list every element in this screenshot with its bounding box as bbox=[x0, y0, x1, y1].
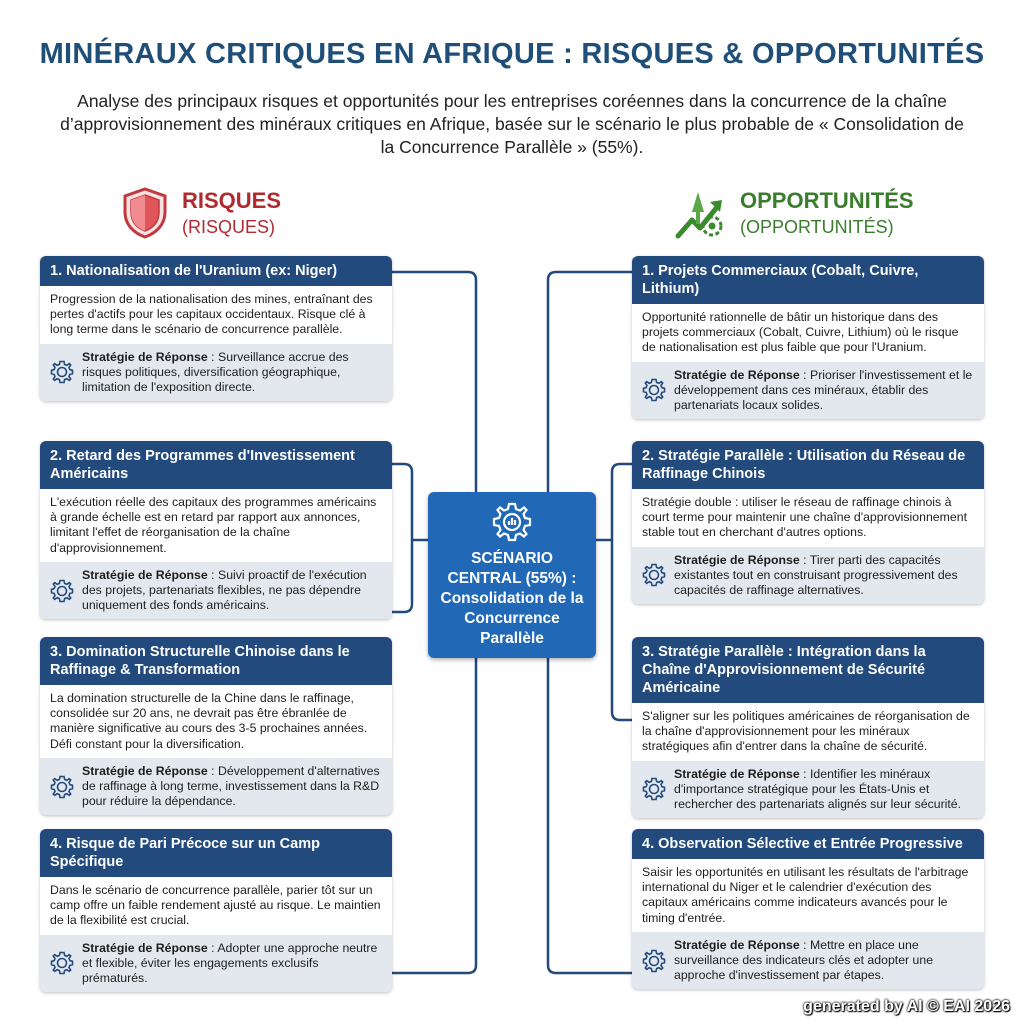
page-title: MINÉRAUX CRITIQUES EN AFRIQUE : RISQUES & OPPORTUNITÉS bbox=[39, 38, 985, 70]
opportunities-header bbox=[672, 186, 914, 247]
gear-icon bbox=[641, 377, 667, 403]
risk-card-strategy: Stratégie de Réponse : Développement d'alternatives de raffinage à long terme, investissement dans la R&D pour réduire la dépendance. bbox=[40, 758, 392, 816]
central-scenario-label: SCÉNARIO CENTRAL (55%) : Consolidation de la Concurrence Parallèle bbox=[440, 550, 584, 647]
risk-card-strategy: Stratégie de Réponse : Adopter une approche neutre et flexible, éviter les engagements exclusifs prématurés. bbox=[40, 935, 392, 993]
risk-card-title: 2. Retard des Programmes d'Investissement Américains bbox=[40, 441, 392, 489]
opportunities-subtitle: (OPPORTUNITÉS) bbox=[740, 217, 894, 237]
risk-card-2 bbox=[40, 441, 392, 619]
gear-chart-icon bbox=[490, 500, 534, 544]
opportunity-card-2 bbox=[632, 441, 984, 604]
strategy-label: Stratégie de Réponse bbox=[82, 940, 208, 955]
strategy-text: Identifier les minéraux d'importance stratégique pour les États-Unis et rechercher des partenariats alignés sur leur sécurité. bbox=[674, 766, 962, 812]
strategy-text: Développement d'alternatives de raffinage à long terme, investissement dans la R&D pour réduire la dépendance. bbox=[82, 763, 380, 809]
strategy-label: Stratégie de Réponse bbox=[82, 349, 208, 364]
opportunity-card-strategy: Stratégie de Réponse : Tirer parti des capacités existantes tout en construisant progressivement des capacités de raffinage alternatives. bbox=[632, 547, 984, 605]
risk-card-body: L'exécution réelle des capitaux des programmes américains à grande échelle est en retard par rapport aux annonces, limitant l'effet de réorganisation de la chaîne d'approvisionnement. bbox=[40, 489, 392, 562]
shield-icon bbox=[120, 186, 170, 240]
risks-subtitle: (RISQUES) bbox=[182, 217, 276, 237]
risk-card-title: 3. Domination Structurelle Chinoise dans le Raffinage & Transformation bbox=[40, 637, 392, 685]
risk-card-title: 1. Nationalisation de l'Uranium (ex: Niger) bbox=[40, 256, 392, 286]
strategy-text: Adopter une approche neutre et flexible, éviter les engagements exclusifs prématurés. bbox=[82, 940, 378, 986]
strategy-text: Suivi proactif de l'exécution des projets, partenariats flexibles, ne pas dépendre uniquement des fonds américains. bbox=[82, 567, 367, 613]
risk-card-3 bbox=[40, 637, 392, 815]
strategy-text: Surveillance accrue des risques politiques, diversification géographique, limitation de l'exposition directe. bbox=[82, 349, 349, 395]
risk-card-body: Progression de la nationalisation des mines, entraînant des pertes d'actifs pour les capitaux occidentaux. Risque clé à long terme dans le scénario de concurrence parallèle. bbox=[40, 286, 392, 344]
strategy-text: Tirer parti des capacités existantes tout en construisant progressivement des capacités de raffinage alternatives. bbox=[674, 552, 958, 598]
strategy-label: Stratégie de Réponse bbox=[674, 766, 800, 781]
strategy-label: Stratégie de Réponse bbox=[82, 567, 208, 582]
opportunity-card-3 bbox=[632, 637, 984, 818]
risk-card-strategy: Stratégie de Réponse : Suivi proactif de l'exécution des projets, partenariats flexibles, ne pas dépendre uniquement des fonds américains. bbox=[40, 562, 392, 620]
risk-card-strategy: Stratégie de Réponse : Surveillance accrue des risques politiques, diversification géographique, limitation de l'exposition directe. bbox=[40, 344, 392, 402]
opportunity-card-4 bbox=[632, 829, 984, 989]
opportunity-card-body: Opportunité rationnelle de bâtir un historique dans des projets commerciaux (Cobalt, Cuivre, Lithium) où le risque de nationalisation est plus faible que pour l'Uranium. bbox=[632, 304, 984, 362]
central-scenario-box bbox=[428, 492, 596, 658]
opportunity-card-title: 2. Stratégie Parallèle : Utilisation du Réseau de Raffinage Chinois bbox=[632, 441, 984, 489]
strategy-label: Stratégie de Réponse bbox=[82, 763, 208, 778]
growth-arrows-icon bbox=[672, 186, 728, 242]
gear-icon bbox=[641, 562, 667, 588]
gear-icon bbox=[49, 359, 75, 385]
opportunity-card-1 bbox=[632, 256, 984, 419]
strategy-label: Stratégie de Réponse bbox=[674, 367, 800, 382]
gear-icon bbox=[641, 948, 667, 974]
opportunity-card-strategy: Stratégie de Réponse : Prioriser l'investissement et le développement dans ces minéraux, établir des partenariats locaux solides. bbox=[632, 362, 984, 420]
opportunity-card-title: 4. Observation Sélective et Entrée Progressive bbox=[632, 829, 984, 859]
opportunity-card-strategy: Stratégie de Réponse : Mettre en place une surveillance des indicateurs clés et adopter une approche d'investissement par étapes. bbox=[632, 932, 984, 990]
strategy-label: Stratégie de Réponse bbox=[674, 552, 800, 567]
opportunity-card-strategy: Stratégie de Réponse : Identifier les minéraux d'importance stratégique pour les États-Unis et rechercher des partenariats alignés sur leur sécurité. bbox=[632, 761, 984, 819]
risks-title: RISQUES bbox=[182, 188, 282, 213]
watermark: generated by AI © EAI 2026 bbox=[803, 998, 1010, 1015]
gear-icon bbox=[49, 774, 75, 800]
strategy-text: Mettre en place une surveillance des indicateurs clés et adopter une approche d'investissement par étapes. bbox=[674, 937, 934, 983]
page-subtitle: Analyse des principaux risques et opportunités pour les entreprises coréennes dans la concurrence de la chaîne d’approvisionnement des minéraux critiques en Afrique, basée sur le scénario le plus probable de « Consolidation de la Concurrence Parallèle » (55%). bbox=[60, 91, 964, 157]
risk-card-title: 4. Risque de Pari Précoce sur un Camp Spécifique bbox=[40, 829, 392, 877]
opportunity-card-title: 1. Projets Commerciaux (Cobalt, Cuivre, Lithium) bbox=[632, 256, 984, 304]
opportunity-card-body: Saisir les opportunités en utilisant les résultats de l'arbitrage international du Niger et le calendrier d'exécution des capitaux américains comme indicateurs avancés pour le timing d'entrée. bbox=[632, 859, 984, 932]
gear-icon bbox=[641, 776, 667, 802]
strategy-label: Stratégie de Réponse bbox=[674, 937, 800, 952]
gear-icon bbox=[49, 950, 75, 976]
strategy-text: Prioriser l'investissement et le développement dans ces minéraux, établir des partenariats locaux solides. bbox=[674, 367, 973, 413]
risk-card-4 bbox=[40, 829, 392, 992]
gear-icon bbox=[49, 578, 75, 604]
opportunity-card-title: 3. Stratégie Parallèle : Intégration dans la Chaîne d'Approvisionnement de Sécurité Américaine bbox=[632, 637, 984, 703]
opportunity-card-body: S'aligner sur les politiques américaines de réorganisation de la chaîne d'approvisionnement pour les minéraux stratégiques afin d'entrer dans la chaîne de sécurité. bbox=[632, 703, 984, 761]
risk-card-body: Dans le scénario de concurrence parallèle, parier tôt sur un camp offre un faible rendement ajusté au risque. Le maintien de la flexibilité est crucial. bbox=[40, 877, 392, 935]
opportunities-title: OPPORTUNITÉS bbox=[740, 188, 914, 213]
opportunity-card-body: Stratégie double : utiliser le réseau de raffinage chinois à court terme pour maintenir une chaîne d'approvisionnement stable tout en cherchant d'autres options. bbox=[632, 489, 984, 547]
risks-header bbox=[120, 186, 282, 245]
risk-card-body: La domination structurelle de la Chine dans le raffinage, consolidée sur 20 ans, ne devrait pas être ébranlée de manière significative au cours des 3-5 prochaines années. Défi constant pour la diversification. bbox=[40, 685, 392, 758]
risk-card-1 bbox=[40, 256, 392, 401]
